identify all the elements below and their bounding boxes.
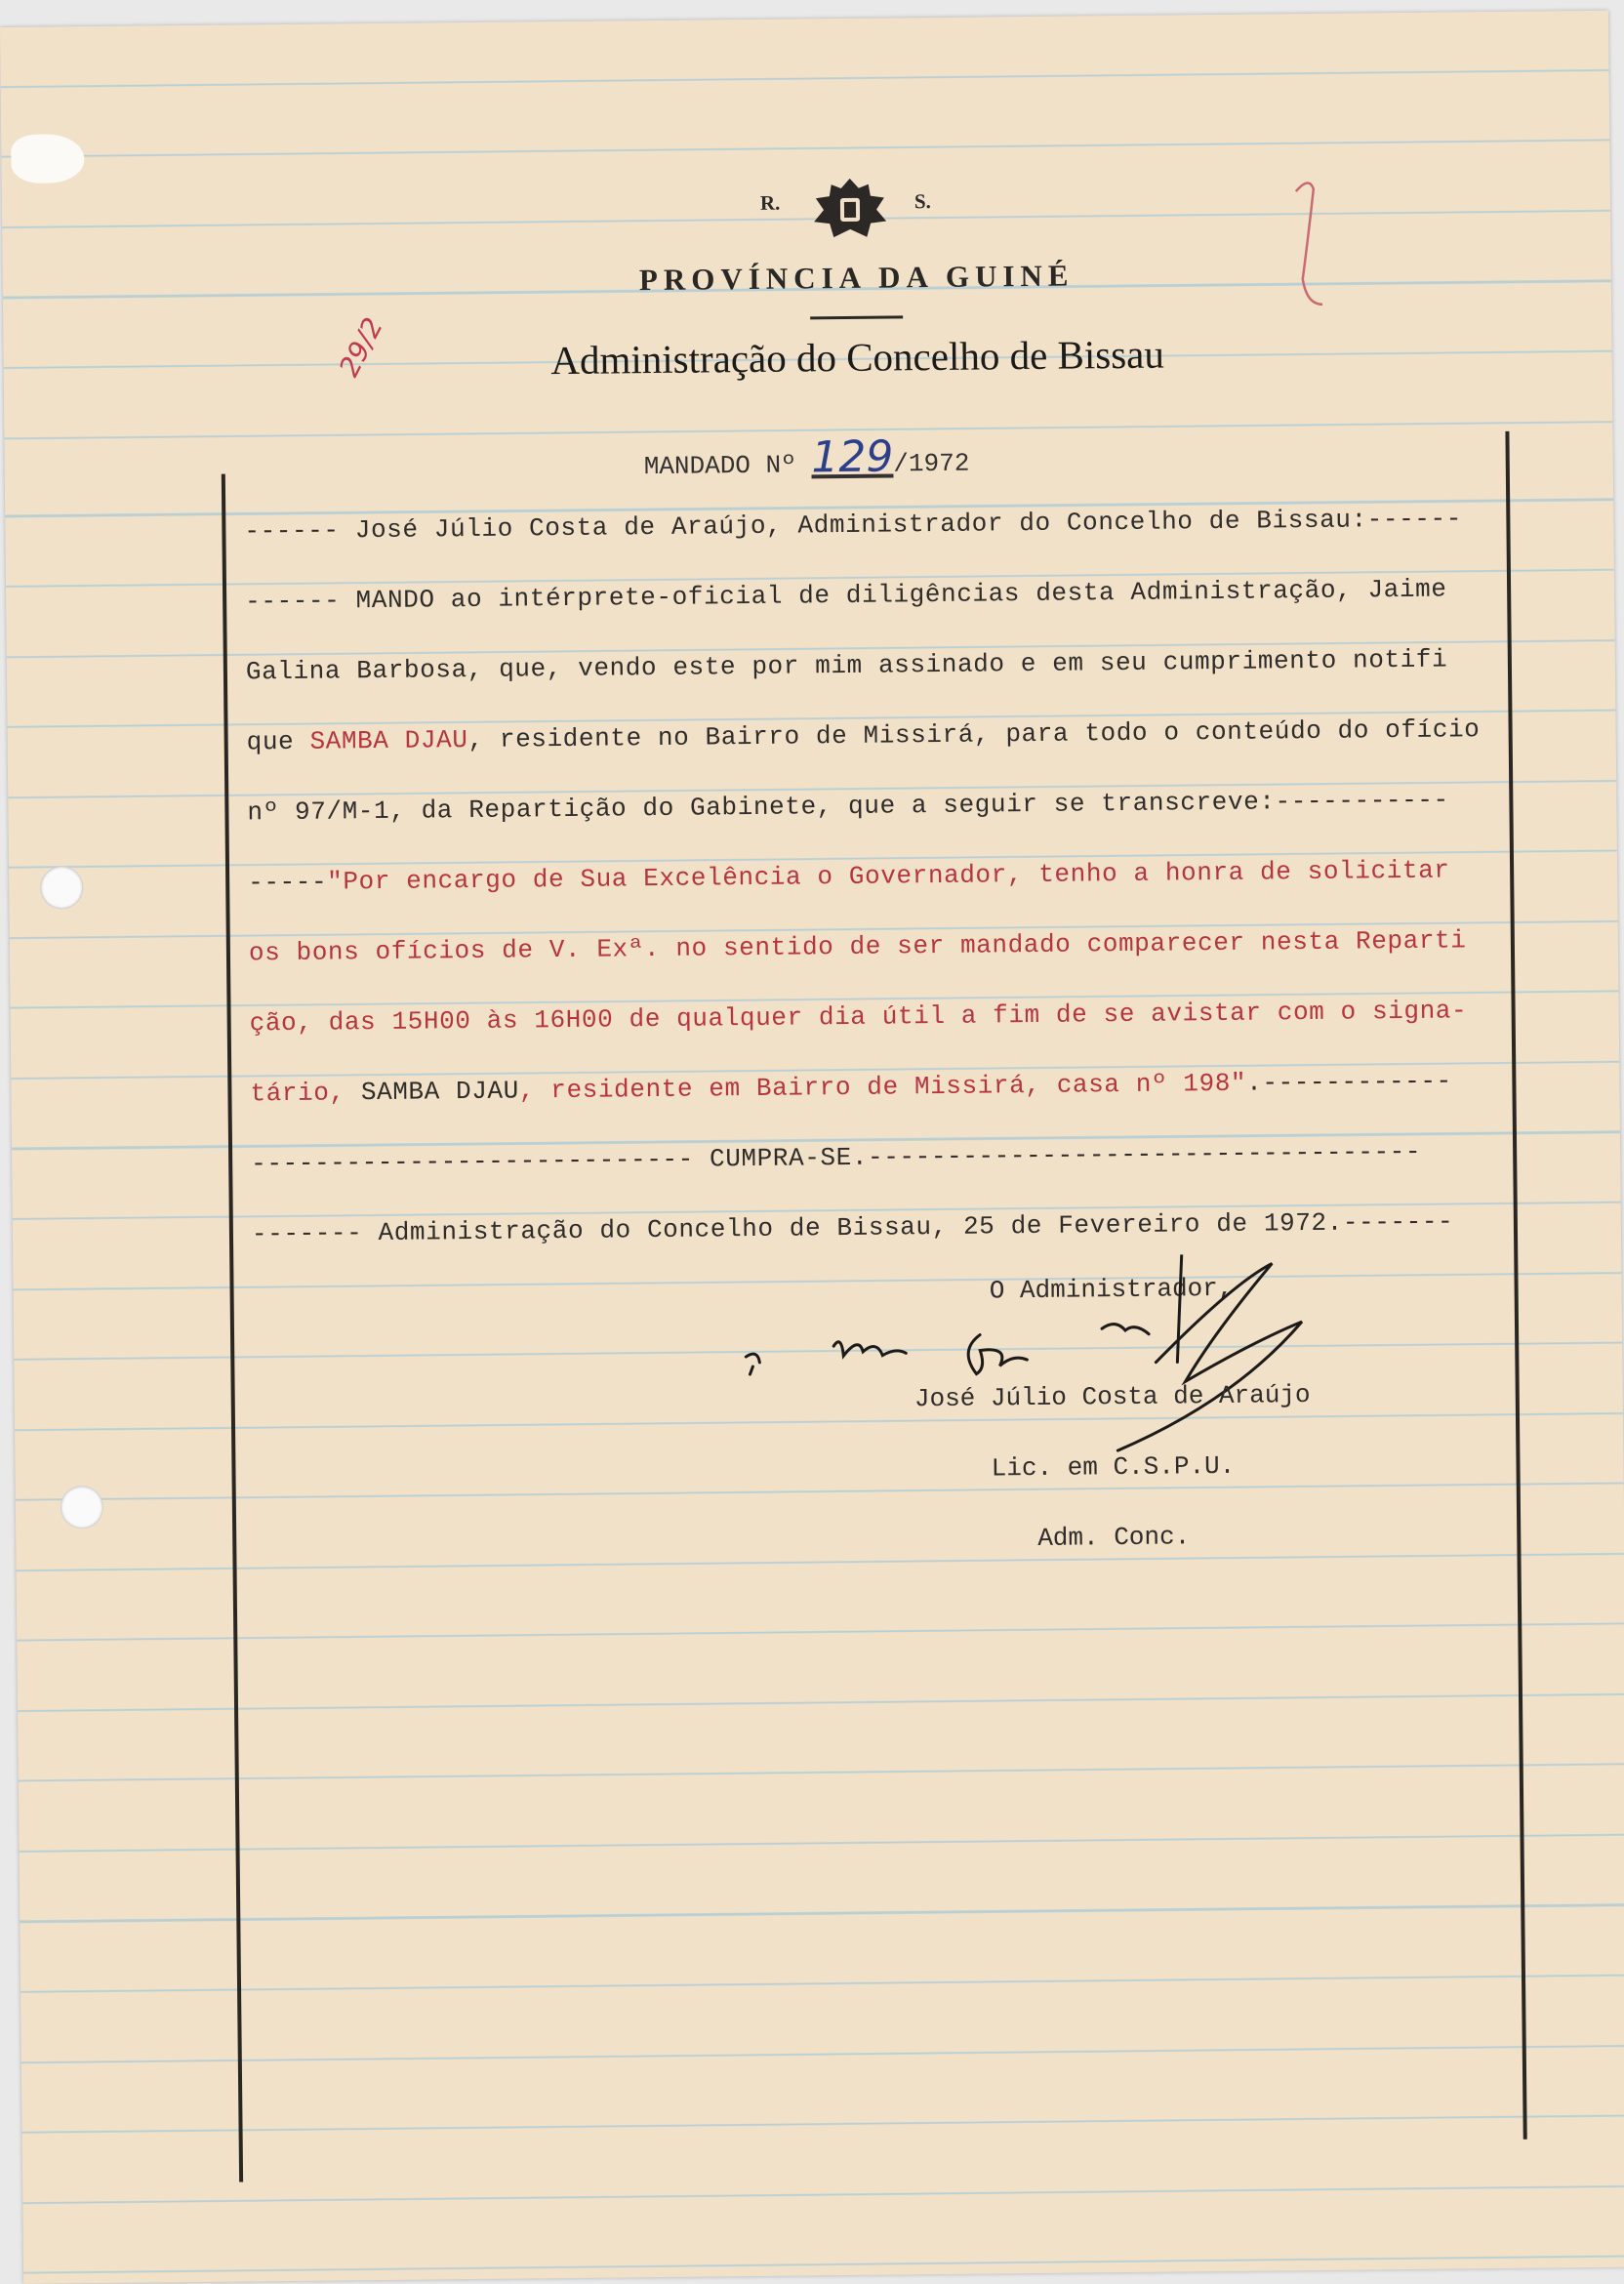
body-line: Galina Barbosa, que, vendo este por mim assinado e em seu cumprimento notifi (245, 644, 1448, 687)
quoted-line: ção, das 15H00 às 16H00 de qualquer dia útil a fim de se avistar com o signa- (249, 996, 1468, 1039)
title-divider (810, 315, 903, 319)
quoted-text: tário, (250, 1078, 362, 1109)
body-line: nº 97/M-1, da Repartição do Gabinete, que a seguir se transcreve:----------- (247, 785, 1449, 828)
text-segment: ----- (248, 867, 328, 898)
text-segment: .------------ (1246, 1066, 1452, 1098)
warrant-label: MANDADO Nº (643, 450, 796, 482)
person-name: SAMBA DJAU (309, 725, 468, 756)
torn-corner (11, 134, 85, 184)
province-title: PROVÍNCIA DA GUINÉ (638, 258, 1075, 298)
cumpra-se-line: ---------------------------- CUMPRA-SE.----------------------------------- (251, 1136, 1422, 1179)
body-line (247, 714, 1516, 757)
warrant-year: /1972 (893, 448, 970, 479)
signatory-name: José Júlio Costa de Araújo (914, 1380, 1311, 1414)
quoted-line: os bons ofícios de V. Exª. no sentido de ser mandado comparecer nesta Reparti (248, 925, 1467, 968)
signatory-role: Adm. Conc. (1037, 1522, 1191, 1553)
header-r-label: R. (759, 190, 781, 215)
signatory-degree: Lic. em C.S.P.U. (991, 1450, 1236, 1484)
header-s-label: S. (914, 189, 931, 214)
coat-of-arms-icon (808, 174, 893, 245)
body-line: ------ MANDO ao intérprete-oficial de diligências desta Administração, Jaime (245, 574, 1447, 617)
administration-title: Administração do Concelho de Bissau (550, 331, 1165, 384)
punch-hole (61, 1486, 103, 1529)
warrant-number: 129 (811, 431, 894, 483)
warrant-number-line (643, 431, 969, 484)
document-page (0, 11, 1624, 2284)
text-segment: , residente no Bairro de Missirá, para todo o conteúdo do ofício (467, 714, 1481, 755)
right-margin-rule (1505, 431, 1526, 2140)
handwritten-date-note: 29/2 (332, 312, 390, 383)
person-name: SAMBA DJAU (360, 1076, 520, 1108)
body-line: ------ José Júlio Costa de Araújo, Administrador do Concelho de Bissau:------ (244, 504, 1463, 547)
quoted-text: "Por encargo de Sua Excelência o Governador, tenho a honra de solicitar (327, 855, 1450, 897)
signatory-title: O Administrador, (989, 1273, 1234, 1306)
text-segment: que (246, 726, 310, 757)
handwritten-page-number (1288, 170, 1329, 316)
left-margin-rule (222, 474, 243, 2182)
body-line (248, 855, 1517, 898)
quoted-text: , residente em Bairro de Missirá, casa nº 198" (518, 1068, 1247, 1106)
date-line: ------- Administração do Concelho de Bissau, 25 de Fevereiro de 1972.------- (251, 1206, 1454, 1249)
punch-hole (40, 866, 83, 909)
body-line (250, 1066, 1519, 1109)
